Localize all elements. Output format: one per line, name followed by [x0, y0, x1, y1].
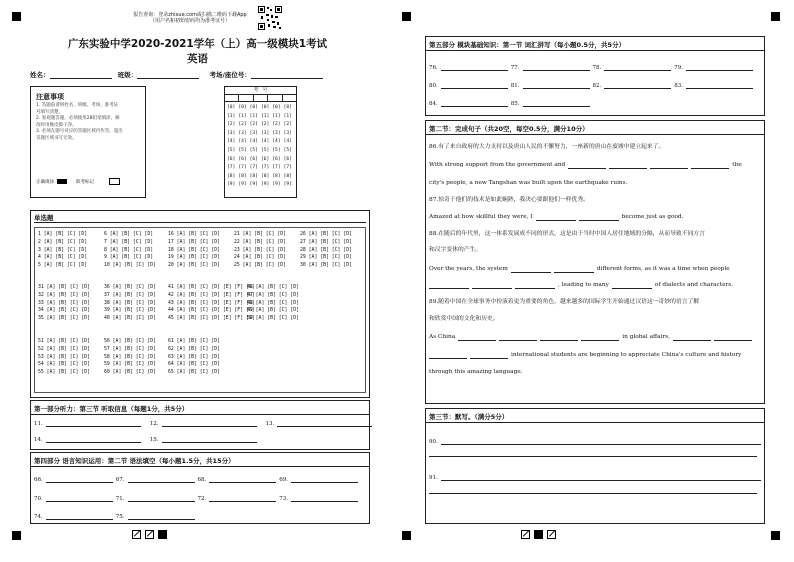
class-label: 班级： [117, 71, 138, 79]
mcq-question-row[interactable]: 60 [A] [B] [C] [D] [104, 370, 156, 376]
q-num: 11. [34, 421, 43, 427]
exam-digit-bubble[interactable]: [9] [283, 182, 292, 188]
mcq-question-row[interactable]: 3 [A] [B] [C] [D] [38, 247, 88, 253]
exam-digit-bubble[interactable]: [5] [283, 147, 292, 153]
exam-digit-bubble[interactable]: [1] [283, 113, 292, 119]
translation-section [425, 408, 765, 524]
answer-blank[interactable] [511, 272, 551, 273]
corner-mark-bc [402, 531, 411, 540]
mcq-question-row[interactable]: 4 [A] [B] [C] [D] [38, 255, 88, 261]
report-notice: 报告查询：登录zhixue.com或扫描二维码下载App [133, 12, 247, 18]
answer-blank[interactable] [686, 70, 753, 71]
mcq-question-row[interactable]: 55 [A] [B] [C] [D] [38, 370, 90, 376]
mcq-question-row[interactable]: 57 [A] [B] [C] [D] [104, 346, 156, 352]
mcq-grid [34, 227, 366, 393]
mcq-question-row[interactable]: 41 [A] [B] [C] [D] [E] [F] [G] [168, 285, 255, 290]
exam-digit-column [238, 104, 246, 190]
mcq-title: 单选题 [34, 214, 54, 222]
answer-blank[interactable] [554, 272, 594, 273]
exam-digit-bubble[interactable]: [3] [227, 130, 236, 136]
mcq-question-row[interactable]: 31 [A] [B] [C] [D] [38, 285, 90, 290]
exam-digit-bubble[interactable]: [0] [238, 105, 247, 110]
mcq-question-row[interactable]: 22 [A] [B] [C] [D] [234, 239, 286, 245]
mcq-question-row[interactable]: 43 [A] [B] [C] [D] [E] [F] [G] [168, 300, 255, 306]
corner-mark-tc [402, 12, 411, 21]
answer-blank[interactable] [441, 70, 508, 71]
q-num: 76. [429, 65, 438, 71]
grammar-title: 第四部分 语言知识运用：第二节 语法填空（每小题1.5分，共15分） [34, 457, 235, 465]
mcq-question-row[interactable]: 58 [A] [B] [C] [D] [104, 354, 156, 360]
corner-mark-tr [771, 12, 780, 21]
mcq-question-row[interactable]: 39 [A] [B] [C] [D] [104, 308, 156, 314]
correct-fill-label: 正确填涂 [36, 179, 54, 185]
note-line: 1. 答题前请将姓名、班级、考场、准考证 [36, 103, 119, 108]
note-line: 号填写清楚。 [36, 109, 63, 115]
mcq-question-row[interactable]: 19 [A] [B] [C] [D] [168, 255, 220, 261]
q-num: 91. [429, 475, 438, 481]
q86-english: With strong support from the government and [429, 162, 566, 168]
answer-blank[interactable] [691, 168, 729, 169]
exam-digit-bubble[interactable]: [7] [283, 165, 292, 171]
exam-digit-bubble[interactable]: [3] [260, 130, 270, 136]
exam-digit-column [272, 104, 280, 190]
answer-blank[interactable] [604, 88, 671, 89]
mcq-question-row[interactable]: 49 [A] [B] [C] [D] [247, 308, 299, 314]
answer-blank[interactable] [515, 288, 555, 289]
answer-blank[interactable] [46, 519, 113, 520]
q-num: 77. [510, 65, 520, 71]
exam-digit-bubble[interactable]: [1] [249, 113, 258, 119]
exam-no-field[interactable] [251, 78, 323, 79]
exam-digit-bubble[interactable]: [6] [249, 156, 258, 162]
answer-blank[interactable] [162, 426, 257, 427]
exam-digit-bubble[interactable]: [0] [283, 105, 292, 110]
exam-digit-bubble[interactable]: [7] [260, 165, 270, 171]
answer-blank[interactable] [128, 482, 195, 483]
q-num: 67. [115, 477, 125, 483]
exam-digit-bubble[interactable]: [0] [249, 105, 258, 110]
mcq-question-row[interactable]: 51 [A] [B] [C] [D] [38, 339, 90, 344]
mcq-question-row[interactable]: 44 [A] [B] [C] [D] [E] [F] [G] [168, 308, 255, 314]
mcq-question-row[interactable]: 30 [A] [B] [C] [D] [300, 263, 352, 269]
exam-digit-bubble[interactable]: [6] [238, 156, 247, 162]
answer-blank[interactable] [46, 482, 113, 483]
answer-blank[interactable] [441, 88, 508, 89]
mcq-question-row[interactable]: 28 [A] [B] [C] [D] [300, 247, 352, 253]
q89-english: in global affairs, [622, 334, 671, 340]
q88-english: , leading to many [558, 282, 609, 288]
mcq-section [30, 210, 370, 398]
absent-mark-box[interactable] [109, 178, 120, 185]
q89-chinese: 89.随着中国在全球事务中扮演着更为重要的角色，越来越多的国际学生开始通过汉语这一奇妙的语言了解 [429, 299, 700, 305]
answer-blank[interactable] [536, 220, 576, 221]
mcq-question-row[interactable]: 47 [A] [B] [C] [D] [247, 292, 299, 298]
answer-blank[interactable] [277, 426, 372, 427]
mcq-question-row[interactable]: 23 [A] [B] [C] [D] [234, 247, 286, 253]
exam-digit-bubble[interactable]: [4] [272, 139, 281, 145]
q88-english: Over the years, the system [429, 266, 508, 272]
q88-chinese-cont: 和汉字变体的产生。 [429, 247, 482, 253]
mcq-question-row[interactable]: 54 [A] [B] [C] [D] [38, 362, 90, 368]
mcq-question-row[interactable]: 46 [A] [B] [C] [D] [247, 285, 299, 290]
mcq-column [38, 338, 90, 377]
exam-digit-bubble[interactable]: [2] [260, 122, 270, 128]
vocab-section [425, 36, 765, 116]
exam-digit-bubble[interactable]: [0] [227, 105, 236, 110]
q-num: 74. [34, 514, 43, 520]
exam-digit-bubble[interactable]: [4] [283, 139, 292, 145]
q87-chinese: 87.惊奇于他们的技术是如此娴熟，我决心要跟他们一样优秀。 [429, 197, 589, 203]
answer-blank[interactable] [650, 168, 688, 169]
mcq-question-row[interactable]: 45 [A] [B] [C] [D] [E] [F] [G] [168, 316, 255, 322]
answer-blank[interactable] [291, 482, 358, 483]
exam-digit-column [261, 104, 269, 190]
mcq-question-row[interactable]: 21 [A] [B] [C] [D] [234, 232, 286, 237]
answer-blank[interactable] [472, 288, 512, 289]
mcq-column [168, 338, 220, 377]
answer-blank[interactable] [441, 106, 508, 107]
q-num: 78. [592, 65, 602, 71]
exam-digit-bubble[interactable]: [6] [272, 156, 281, 162]
notes-title: 注意事项 [36, 93, 64, 101]
mcq-question-row[interactable]: 10 [A] [B] [C] [D] [104, 263, 156, 269]
answer-blank[interactable] [609, 168, 647, 169]
exam-digit-bubble[interactable]: [2] [227, 122, 236, 128]
mcq-question-row[interactable]: 16 [A] [B] [C] [D] [168, 232, 220, 237]
answer-blank[interactable] [523, 106, 590, 107]
q89-english-cont: through this amazing language. [429, 369, 523, 375]
mcq-column [168, 284, 255, 323]
exam-digit-bubble[interactable]: [6] [260, 156, 270, 162]
q-num: 81. [510, 83, 520, 89]
corner-mark-bl [12, 531, 21, 540]
exam-digit-bubble[interactable]: [9] [272, 182, 281, 188]
q87-english: Amazed at how skillful they were, I [429, 214, 533, 220]
q88-english: of dialects and characters. [654, 282, 734, 288]
note-line: 2. 客观题答题，必须使用2B铅笔填涂，修 [36, 116, 120, 122]
exam-digit-bubble[interactable]: [9] [238, 182, 247, 188]
mcq-column [247, 284, 299, 323]
answer-blank[interactable] [581, 340, 619, 341]
q-num: 90. [429, 439, 438, 445]
mcq-column [104, 284, 156, 323]
answer-blank[interactable] [162, 442, 257, 443]
mcq-question-row[interactable]: 36 [A] [B] [C] [D] [104, 285, 156, 290]
sentences-title: 第二节：完成句子（共20空，每空0.5分，满分10分） [429, 125, 589, 133]
q88-chinese: 88.在随后的年代里，这一体系发展成不同的形式，这是由于当时中国人居住地域的分隔，从而导致不同方言 [429, 231, 705, 237]
absent-mark-label: 缺考标记 [76, 179, 94, 185]
exam-digit-bubble[interactable]: [7] [249, 165, 258, 171]
q89-chinese-cont: 和欣赏中国的文化和历史。 [429, 316, 499, 322]
answer-blank[interactable] [128, 519, 195, 520]
mcq-question-row[interactable]: 38 [A] [B] [C] [D] [104, 300, 156, 306]
mcq-question-row[interactable]: 53 [A] [B] [C] [D] [38, 354, 90, 360]
mcq-question-row[interactable]: 32 [A] [B] [C] [D] [38, 292, 90, 298]
answer-line[interactable] [429, 493, 757, 494]
answer-blank[interactable] [46, 442, 141, 443]
exam-digit-bubble[interactable]: [4] [249, 139, 258, 145]
q-num: 14. [34, 437, 43, 443]
answer-blank[interactable] [579, 220, 619, 221]
mcq-question-row[interactable]: 8 [A] [B] [C] [D] [104, 247, 154, 253]
mcq-question-row[interactable]: 27 [A] [B] [C] [D] [300, 239, 352, 245]
q86-chinese: 86.有了来自政府的大力支持以及唐山人民的不懈努力，一座新的唐山在废墟中建立起来了。 [429, 144, 665, 150]
exam-digit-column [227, 104, 235, 190]
answer-blank[interactable] [429, 358, 467, 359]
q88-english: different forms, as it was a time when people [596, 266, 730, 272]
q-num: 15. [149, 437, 159, 443]
mcq-question-row[interactable]: 25 [A] [B] [C] [D] [234, 263, 286, 269]
notes-box [30, 86, 146, 198]
mcq-column [104, 231, 156, 270]
q-num: 13. [265, 421, 275, 427]
mcq-question-row[interactable]: 29 [A] [B] [C] [D] [300, 255, 352, 261]
exam-digit-bubble[interactable]: [8] [283, 173, 292, 179]
exam-digit-bubble[interactable]: [2] [272, 122, 281, 128]
mcq-question-row[interactable]: 59 [A] [B] [C] [D] [104, 362, 156, 368]
q-num: 73. [279, 496, 288, 502]
exam-number-grid [224, 86, 297, 198]
grammar-section [30, 452, 370, 524]
name-field[interactable] [50, 78, 112, 79]
answer-blank[interactable] [686, 88, 753, 89]
q86-english: the [732, 162, 742, 168]
exam-digit-bubble[interactable]: [9] [249, 182, 258, 188]
mcq-question-row[interactable]: 40 [A] [B] [C] [D] [104, 316, 156, 322]
mcq-column [38, 231, 87, 270]
class-field[interactable] [137, 78, 199, 79]
mcq-question-row[interactable]: 34 [A] [B] [C] [D] [38, 308, 90, 314]
sentences-section [425, 120, 765, 404]
exam-digit-bubble[interactable]: [9] [227, 182, 236, 188]
answer-blank[interactable] [46, 501, 113, 502]
exam-digit-bubble[interactable]: [3] [272, 130, 281, 136]
exam-digit-bubble[interactable]: [8] [260, 173, 270, 179]
answer-blank[interactable] [523, 88, 590, 89]
vocab-title: 第五部分 模块基础知识：第一节 词汇拼写（每小题0.5分，共5分） [429, 41, 626, 49]
mcq-question-row[interactable]: 63 [A] [B] [C] [D] [168, 354, 220, 360]
mcq-question-row[interactable]: 18 [A] [B] [C] [D] [168, 247, 220, 253]
exam-digit-bubble[interactable]: [5] [249, 147, 258, 153]
q86-english-cont: city's people, a new Tangshan was built upon the earthquake ruins. [429, 180, 628, 186]
exam-digit-bubble[interactable]: [0] [260, 105, 270, 110]
exam-digit-bubble[interactable]: [1] [238, 113, 247, 119]
q-num: 72. [197, 496, 207, 502]
q-num: 85. [510, 101, 520, 107]
exam-digit-bubble[interactable]: [3] [238, 130, 247, 136]
translation-title: 第三节：默写。（满分5分） [429, 413, 509, 421]
answer-blank[interactable] [523, 70, 590, 71]
mcq-question-row[interactable]: 62 [A] [B] [C] [D] [168, 346, 220, 352]
mcq-question-row[interactable]: 61 [A] [B] [C] [D] [168, 339, 220, 344]
q-num: 82. [592, 83, 602, 89]
exam-digit-bubble[interactable]: [8] [272, 173, 281, 179]
note-line: 答题区域书写无效。 [36, 135, 77, 141]
exam-digit-bubble[interactable]: [1] [260, 113, 270, 119]
mcq-column [168, 231, 220, 270]
exam-digit-bubble[interactable]: [1] [227, 113, 236, 119]
exam-digit-bubble[interactable]: [8] [227, 173, 236, 179]
mcq-question-row[interactable]: 26 [A] [B] [C] [D] [300, 232, 352, 237]
answer-line[interactable] [441, 444, 761, 445]
exam-digit-bubble[interactable]: [4] [238, 139, 247, 145]
exam-digit-bubble[interactable]: [3] [283, 130, 292, 136]
note-line: 3. 必须在题号对应的答题区域内作答，超出 [36, 129, 123, 135]
mcq-question-row[interactable]: 7 [A] [B] [C] [D] [104, 239, 154, 245]
mcq-question-row[interactable]: 37 [A] [B] [C] [D] [104, 292, 156, 298]
exam-digit-bubble[interactable]: [8] [249, 173, 258, 179]
q-num: 68. [197, 477, 207, 483]
exam-digit-bubble[interactable]: [4] [260, 139, 270, 145]
q-num: 69. [279, 477, 288, 483]
exam-digit-bubble[interactable]: [7] [227, 165, 236, 171]
q89-english: As China [429, 334, 456, 340]
exam-digit-bubble[interactable]: [1] [272, 113, 281, 119]
page-marker-left [132, 530, 167, 539]
exam-digit-bubble[interactable]: [5] [260, 147, 270, 153]
answer-blank[interactable] [673, 340, 711, 341]
mcq-question-row[interactable]: 50 [A] [B] [C] [D] [247, 316, 299, 322]
exam-digit-bubble[interactable]: [2] [283, 122, 292, 128]
exam-digit-bubble[interactable]: [8] [238, 173, 247, 179]
answer-blank[interactable] [470, 358, 508, 359]
exam-digit-bubble[interactable]: [4] [227, 139, 236, 145]
report-notice-sub: （用户名和初始密码均为准考证号） [149, 18, 230, 24]
mcq-question-row[interactable]: 48 [A] [B] [C] [D] [247, 300, 299, 306]
answer-blank[interactable] [714, 340, 752, 341]
corner-mark-tl [12, 12, 21, 21]
correct-fill-sample [57, 179, 67, 184]
q-num: 66. [34, 477, 43, 483]
mcq-question-row[interactable]: 1 [A] [B] [C] [D] [38, 232, 88, 237]
q-num: 75. [115, 514, 125, 520]
mcq-question-row[interactable]: 42 [A] [B] [C] [D] [E] [F] [G] [168, 292, 255, 298]
q-num: 71. [115, 496, 125, 502]
q89-english: international students are beginning to appreciate China's culture and history [511, 352, 742, 358]
qr-code[interactable] [258, 6, 282, 30]
exam-digit-bubble[interactable]: [3] [249, 130, 258, 136]
answer-blank[interactable] [604, 70, 671, 71]
page-title: 广东实验中学2020-2021学年（上）高一级模块1考试 [67, 38, 328, 50]
exam-number-label: 考 号 [225, 87, 296, 95]
subject-title: 英语 [187, 53, 208, 65]
mcq-column [104, 338, 156, 377]
mcq-question-row[interactable]: 65 [A] [B] [C] [D] [168, 370, 220, 376]
q-num: 12. [149, 421, 159, 427]
q-num: 79. [674, 65, 683, 71]
answer-blank[interactable] [458, 340, 496, 341]
mcq-question-row[interactable]: 5 [A] [B] [C] [D] [38, 263, 88, 269]
answer-blank[interactable] [209, 482, 276, 483]
mcq-question-row[interactable]: 17 [A] [B] [C] [D] [168, 239, 220, 245]
mcq-question-row[interactable]: 56 [A] [B] [C] [D] [104, 339, 156, 344]
q87-english: become just as good. [621, 214, 684, 220]
mcq-question-row[interactable]: 33 [A] [B] [C] [D] [38, 300, 90, 306]
q-num: 80. [429, 83, 438, 89]
answer-blank[interactable] [291, 501, 358, 502]
mcq-question-row[interactable]: 24 [A] [B] [C] [D] [234, 255, 286, 261]
corner-mark-br [771, 531, 780, 540]
mcq-question-row[interactable]: 9 [A] [B] [C] [D] [104, 255, 154, 261]
mcq-question-row[interactable]: 64 [A] [B] [C] [D] [168, 362, 220, 368]
exam-no-label: 考场/座位号： [209, 71, 251, 79]
exam-digit-bubble[interactable]: [5] [238, 147, 247, 153]
answer-blank[interactable] [499, 340, 537, 341]
answer-line[interactable] [429, 456, 757, 457]
listening-section [30, 400, 370, 450]
exam-digit-bubble[interactable]: [2] [238, 122, 247, 128]
q-num: 70. [34, 496, 43, 502]
exam-digit-bubble[interactable]: [5] [272, 147, 281, 153]
q-num: 84. [429, 101, 438, 107]
exam-digit-bubble[interactable]: [2] [249, 122, 258, 128]
mcq-question-row[interactable]: 52 [A] [B] [C] [D] [38, 346, 90, 352]
name-label: 姓名： [30, 71, 50, 79]
mcq-column [38, 284, 90, 323]
answer-blank[interactable] [540, 340, 578, 341]
mcq-column [234, 231, 286, 270]
exam-digit-bubble[interactable]: [6] [227, 156, 236, 162]
exam-digit-bubble[interactable]: [7] [272, 165, 281, 171]
exam-digit-bubble[interactable]: [0] [272, 105, 281, 110]
exam-digit-column [250, 104, 258, 190]
mcq-question-row[interactable]: 35 [A] [B] [C] [D] [38, 316, 90, 322]
answer-blank[interactable] [568, 168, 606, 169]
exam-digit-bubble[interactable]: [5] [227, 147, 236, 153]
exam-digit-column [284, 104, 292, 190]
exam-digit-bubble[interactable]: [9] [260, 182, 270, 188]
answer-line[interactable] [441, 480, 761, 481]
note-line: 改时用橡皮擦干净。 [36, 122, 77, 128]
page-marker-right [521, 530, 556, 539]
listening-title: 第一部分听力：第三节 听取信息（每题1分，共5分） [34, 405, 189, 413]
mcq-question-row[interactable]: 2 [A] [B] [C] [D] [38, 239, 88, 245]
answer-blank[interactable] [429, 288, 469, 289]
answer-blank[interactable] [128, 501, 195, 502]
mcq-question-row[interactable]: 6 [A] [B] [C] [D] [104, 232, 154, 237]
mcq-column [300, 231, 352, 270]
answer-blank[interactable] [612, 288, 652, 289]
exam-digit-bubble[interactable]: [6] [283, 156, 292, 162]
answer-blank[interactable] [46, 426, 141, 427]
mcq-question-row[interactable]: 20 [A] [B] [C] [D] [168, 263, 220, 269]
q-num: 83. [674, 83, 683, 89]
exam-digit-bubble[interactable]: [7] [238, 165, 247, 171]
answer-blank[interactable] [209, 501, 276, 502]
